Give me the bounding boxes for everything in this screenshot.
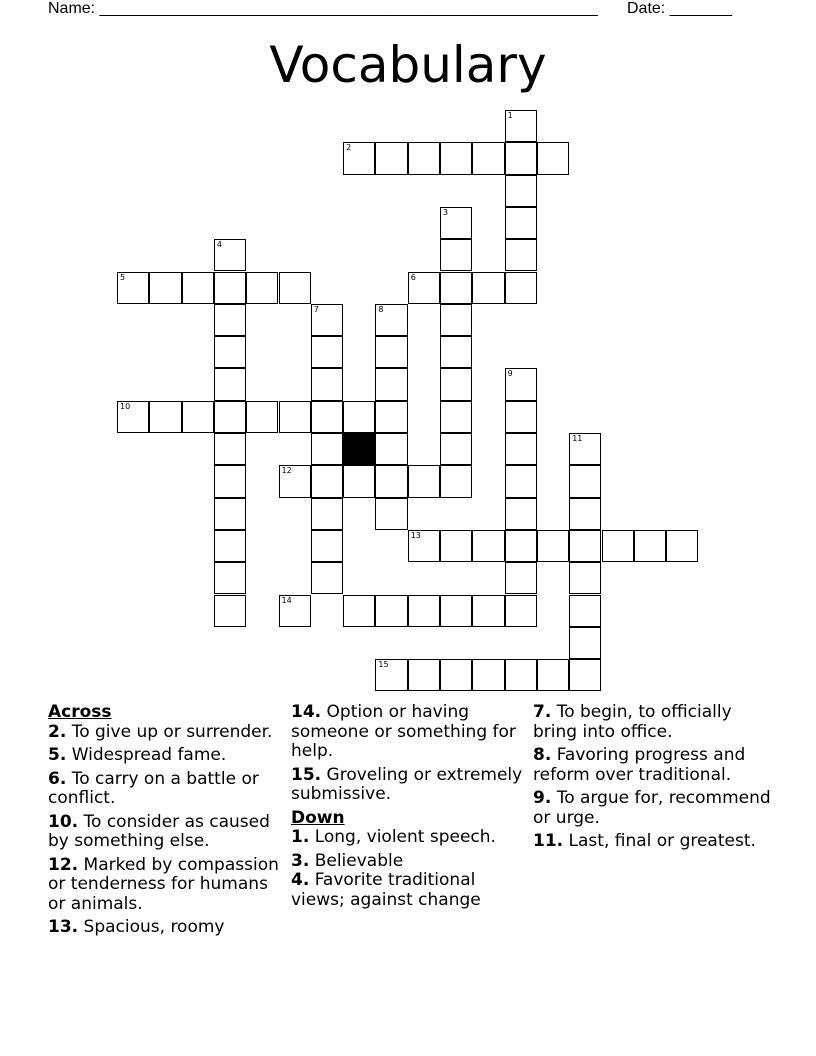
grid-cell[interactable] <box>505 368 537 400</box>
clue-across-13: 13. Spacious, roomy <box>48 917 225 937</box>
grid-cell[interactable] <box>375 304 407 336</box>
clue-number: 12 <box>281 466 292 476</box>
grid-cell[interactable] <box>279 595 311 627</box>
grid-cell[interactable] <box>279 272 311 304</box>
grid-cell[interactable] <box>440 368 472 400</box>
grid-cell[interactable] <box>375 595 407 627</box>
clue-down-4: 4. Favorite traditional views; against change <box>291 870 481 910</box>
clue-down-9: 9. To argue for, recommend or urge. <box>533 788 771 828</box>
clue-number: 5 <box>120 272 126 282</box>
grid-cell[interactable] <box>537 142 569 174</box>
grid-cell[interactable] <box>214 304 246 336</box>
clue-number: 3 <box>443 207 449 217</box>
clue-across-12: 12. Marked by compassion or tenderness for humans or animals. <box>48 854 279 914</box>
clue-number: 7 <box>313 304 319 314</box>
grid-cell[interactable] <box>408 530 440 562</box>
grid-cell[interactable] <box>246 272 278 304</box>
grid-cell[interactable] <box>505 595 537 627</box>
grid-cell[interactable] <box>214 433 246 465</box>
grid-cell[interactable] <box>214 401 246 433</box>
clues-column-1 <box>48 703 288 942</box>
clue-number: 10 <box>120 401 131 411</box>
grid-cell[interactable] <box>214 595 246 627</box>
grid-cell[interactable] <box>375 659 407 691</box>
grid-cell[interactable] <box>569 433 601 465</box>
grid-cell[interactable] <box>505 401 537 433</box>
clue-number: 8 <box>378 304 384 314</box>
grid-cell[interactable] <box>149 401 181 433</box>
clue-across-15: 15. Groveling or extremely submissive. <box>291 764 523 804</box>
grid-cell[interactable] <box>408 595 440 627</box>
grid-cell[interactable] <box>505 239 537 271</box>
grid-cell[interactable] <box>569 595 601 627</box>
grid-cell[interactable] <box>505 465 537 497</box>
grid-cell[interactable] <box>279 465 311 497</box>
grid-cell[interactable] <box>311 433 343 465</box>
grid-cell[interactable] <box>440 530 472 562</box>
clue-across-5: 5. Widespread fame. <box>48 745 227 765</box>
grid-cell[interactable] <box>214 498 246 530</box>
grid-cell[interactable] <box>440 207 472 239</box>
grid-cell[interactable] <box>505 562 537 594</box>
date-label: Date: <box>627 0 666 17</box>
down-heading: Down <box>291 807 345 828</box>
grid-cell[interactable] <box>440 304 472 336</box>
clue-down-3: 3. Believable <box>291 850 404 871</box>
grid-cell[interactable] <box>214 562 246 594</box>
grid-cell[interactable] <box>569 498 601 530</box>
grid-cell[interactable] <box>214 368 246 400</box>
clue-down-7: 7. To begin, to officially bring into office. <box>533 702 732 742</box>
grid-cell[interactable] <box>214 336 246 368</box>
grid-cell[interactable] <box>311 498 343 530</box>
grid-cell[interactable] <box>375 336 407 368</box>
grid-cell[interactable] <box>440 465 472 497</box>
grid-cell[interactable] <box>279 401 311 433</box>
grid-cell[interactable] <box>311 336 343 368</box>
grid-cell[interactable] <box>311 465 343 497</box>
grid-cell[interactable] <box>505 175 537 207</box>
grid-cell[interactable] <box>569 530 601 562</box>
grid-cell[interactable] <box>214 465 246 497</box>
grid-cell[interactable] <box>311 562 343 594</box>
clue-number: 1 <box>507 111 513 120</box>
name-line[interactable]: ________________________________________________________ <box>99 0 598 17</box>
grid-cell[interactable] <box>182 272 214 304</box>
grid-cell[interactable] <box>311 530 343 562</box>
grid-cell[interactable] <box>375 368 407 400</box>
grid-cell[interactable] <box>311 368 343 400</box>
clue-number: 2 <box>346 143 352 153</box>
clue-number: 6 <box>410 272 416 282</box>
grid-cell[interactable] <box>537 659 569 691</box>
grid-cell[interactable] <box>440 401 472 433</box>
clue-across-6: 6. To carry on a battle or conflict. <box>48 768 259 808</box>
grid-cell[interactable] <box>408 659 440 691</box>
grid-cell[interactable] <box>472 530 504 562</box>
clue-across-2: 2. To give up or surrender. <box>48 721 273 742</box>
grid-cell[interactable] <box>214 272 246 304</box>
grid-cell[interactable] <box>505 142 537 174</box>
grid-cell[interactable] <box>440 336 472 368</box>
grid-cell[interactable] <box>505 110 537 142</box>
grid-cell[interactable] <box>246 401 278 433</box>
clues-column-3 <box>533 703 773 856</box>
grid-cell[interactable] <box>666 530 698 562</box>
grid-cell[interactable] <box>505 207 537 239</box>
grid-cell[interactable] <box>569 562 601 594</box>
date-line[interactable]: _______ <box>669 0 732 17</box>
grid-cell[interactable] <box>440 272 472 304</box>
name-label: Name: <box>48 0 96 17</box>
grid-cell[interactable] <box>375 433 407 465</box>
grid-cell[interactable] <box>343 465 375 497</box>
grid-cell[interactable] <box>182 401 214 433</box>
grid-cell[interactable] <box>343 401 375 433</box>
grid-cell[interactable] <box>569 659 601 691</box>
grid-cell[interactable] <box>440 142 472 174</box>
grid-cell[interactable] <box>505 498 537 530</box>
page-title: Vocabulary <box>269 36 547 94</box>
grid-cell[interactable] <box>375 142 407 174</box>
grid-cell[interactable] <box>375 465 407 497</box>
grid-cell[interactable] <box>440 433 472 465</box>
grid-cell[interactable] <box>408 142 440 174</box>
grid-cell[interactable] <box>149 272 181 304</box>
grid-cell[interactable] <box>214 530 246 562</box>
grid-cell[interactable] <box>602 530 634 562</box>
grid-cell[interactable] <box>343 595 375 627</box>
grid-cell[interactable] <box>569 465 601 497</box>
grid-cell[interactable] <box>375 401 407 433</box>
clue-number: 14 <box>281 595 292 605</box>
clue-across-14: 14. Option or having someone or something for help. <box>291 702 516 761</box>
grid-cell[interactable] <box>311 401 343 433</box>
grid-cell[interactable] <box>472 659 504 691</box>
grid-cell[interactable] <box>408 465 440 497</box>
grid-cell[interactable] <box>472 595 504 627</box>
across-heading: Across <box>48 702 112 722</box>
grid-cell[interactable] <box>311 304 343 336</box>
grid-cell[interactable] <box>440 595 472 627</box>
clue-down-8: 8. Favoring progress and reform over traditional. <box>533 745 746 785</box>
grid-cell[interactable] <box>117 401 149 433</box>
clue-number: 15 <box>378 660 389 670</box>
grid-cell[interactable] <box>505 659 537 691</box>
clue-number: 13 <box>410 530 421 540</box>
grid-cell[interactable] <box>505 530 537 562</box>
grid-cell[interactable] <box>408 272 440 304</box>
clue-down-1: 1. Long, violent speech. <box>291 827 496 847</box>
grid-cell[interactable] <box>505 433 537 465</box>
grid-cell[interactable] <box>472 272 504 304</box>
grid-cell[interactable] <box>472 142 504 174</box>
clues-column-2 <box>291 703 529 914</box>
clue-number: 11 <box>572 434 583 443</box>
clue-number: 4 <box>216 240 222 250</box>
grid-cell[interactable] <box>440 659 472 691</box>
clue-across-10: 10. To consider as caused by something else. <box>48 811 270 851</box>
grid-cell[interactable] <box>569 627 601 659</box>
grid-cell[interactable] <box>117 272 149 304</box>
clue-number: 9 <box>507 369 513 379</box>
grid-cell[interactable] <box>343 142 375 174</box>
grid-cell[interactable] <box>214 239 246 271</box>
clue-down-11: 11. Last, final or greatest. <box>533 831 756 851</box>
grid-cell[interactable] <box>634 530 666 562</box>
grid-cell[interactable] <box>505 272 537 304</box>
black-cell <box>343 433 375 465</box>
grid-cell[interactable] <box>440 239 472 271</box>
grid-cell[interactable] <box>537 530 569 562</box>
grid-cell[interactable] <box>375 498 407 530</box>
